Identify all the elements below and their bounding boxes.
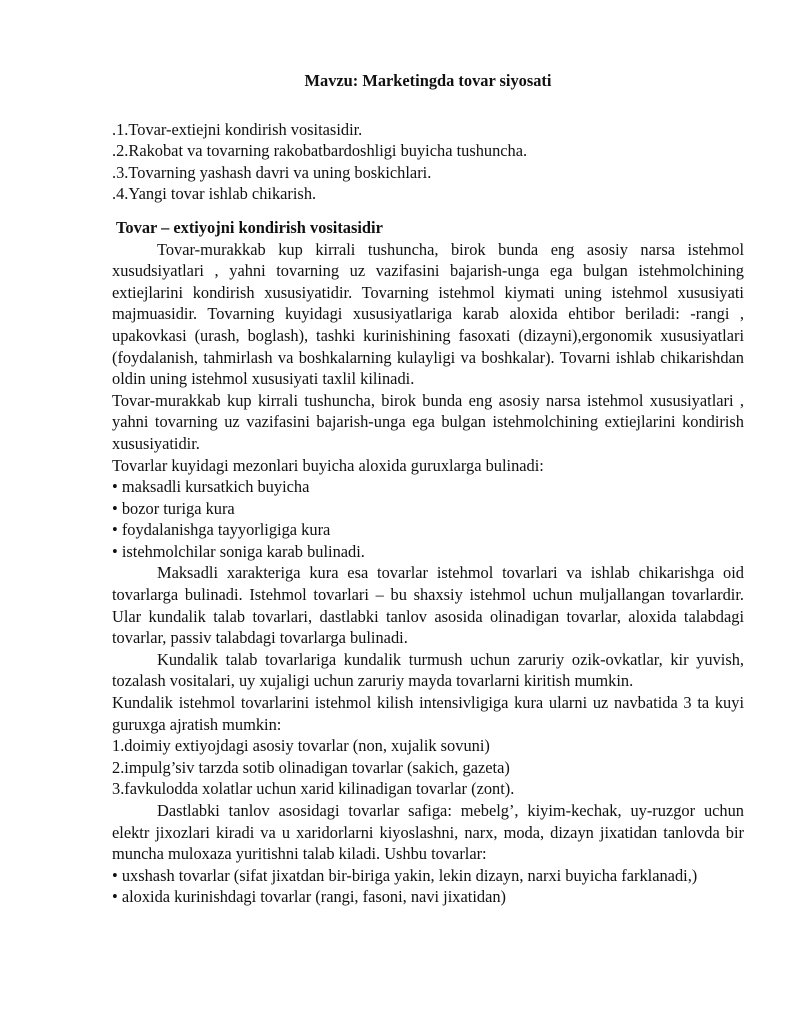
- page-title: Mavzu: Marketingda tovar siyosati: [304, 71, 552, 90]
- paragraph-7: Dastlabki tanlov asosidagi tovarlar safiga: mebelg’, kiyim-kechak, uy-ruzgor uchun elektr jixozlari kiradi va u xaridorlarni kiyoslashni, narx, moda, dizayn jixatidan tanlovda bir muncha muloxaza yuritishni talab kiladi. Ushbu tovarlar:: [112, 801, 744, 864]
- criteria-item: • foydalanishga tayyorligiga kura: [112, 520, 331, 540]
- paragraph-3: Tovarlar kuyidagi mezonlari buyicha aloxida guruxlarga bulinadi:: [112, 455, 544, 475]
- paragraph-1: Tovar-murakkab kup kirrali tushuncha, birok bunda eng asosiy narsa istehmol xusudsiyatlari , yahni tovarning uz vazifasini bajarish-unga ega bulgan istehmolchining extiejlarini kondirish xususiyatidir. Tovarning istehmol kiymati uning istehmol xususiyati majmuasidir. Tovarning kuyidagi xususiyatlariga karab aloxida ehtibor beriladi: -rangi , upakovkasi (urash, boglash), tashki kurinishining fasoxati (dizayni),ergonomik xususiyatlari (foydalanish, tahmirlash va boshkalarning kulayligi va boshkalar). Tovarni ishlab chikarishdan oldin uning istehmol xususiyati taxlil kilinadi.: [112, 239, 744, 389]
- groups-list: [112, 735, 744, 800]
- plan-item: .3.Tovarning yashash davri va uning boskichlari.: [112, 162, 432, 182]
- paragraph-2: Tovar-murakkab kup kirrali tushuncha, birok bunda eng asosiy narsa istehmol xususiyatlari , yahni tovarning uz vazifasini bajarish-unga ega bulgan istehmolchining extiejlarini kondirish xususiyatidir.: [112, 390, 744, 453]
- section-heading: Tovar – extiyojni kondirish vositasidir: [116, 217, 383, 237]
- criteria-list: [112, 476, 744, 562]
- choice-goods-list: [112, 865, 744, 908]
- criteria-item: • istehmolchilar soniga karab bulinadi.: [112, 541, 365, 561]
- plan-item: .1.Tovar-extiejni kondirish vositasidir.: [112, 119, 363, 139]
- plan-item: .2.Rakobat va tovarning rakobatbardoshligi buyicha tushuncha.: [112, 141, 528, 161]
- group-item: 1.doimiy extiyojdagi asosiy tovarlar (non, xujalik sovuni): [112, 736, 490, 756]
- paragraph-5: Kundalik talab tovarlariga kundalik turmush uchun zaruriy ozik-ovkatlar, kir yuvish, tozalash vositalari, uy xujaligi uchun zaruriy mayda tovarlarni kiritish mumkin.: [112, 649, 744, 691]
- group-item: 3.favkulodda xolatlar uchun xarid kilinadigan tovarlar (zont).: [112, 779, 515, 799]
- document-page: [112, 70, 744, 908]
- topic-plan-list: [112, 119, 744, 205]
- plan-item: .4.Yangi tovar ishlab chikarish.: [112, 184, 317, 204]
- paragraph-4: Maksadli xarakteriga kura esa tovarlar istehmol tovarlari va ishlab chikarishga oid tovarlarga bulinadi. Istehmol tovarlari – bu shaxsiy istehmol uchun muljallangan tovarlardir. Ular kundalik talab tovarlari, dastlabki tanlov asosida olinadigan tovarlar, aloxida talabdagi tovarlar, passiv talabdagi tovarlarga bulinadi.: [112, 563, 744, 648]
- choice-item: • aloxida kurinishdagi tovarlar (rangi, fasoni, navi jixatidan): [112, 887, 506, 907]
- choice-item: • uxshash tovarlar (sifat jixatdan bir-biriga yakin, lekin dizayn, narxi buyicha farklanadi,): [112, 865, 698, 885]
- paragraph-6: Kundalik istehmol tovarlarini istehmol kilish intensivligiga kura ularni uz navbatida 3 ta kuyi guruxga ajratish mumkin:: [112, 693, 744, 734]
- criteria-item: • maksadli kursatkich buyicha: [112, 477, 310, 497]
- criteria-item: • bozor turiga kura: [112, 498, 235, 518]
- group-item: 2.impulg’siv tarzda sotib olinadigan tovarlar (sakich, gazeta): [112, 757, 510, 777]
